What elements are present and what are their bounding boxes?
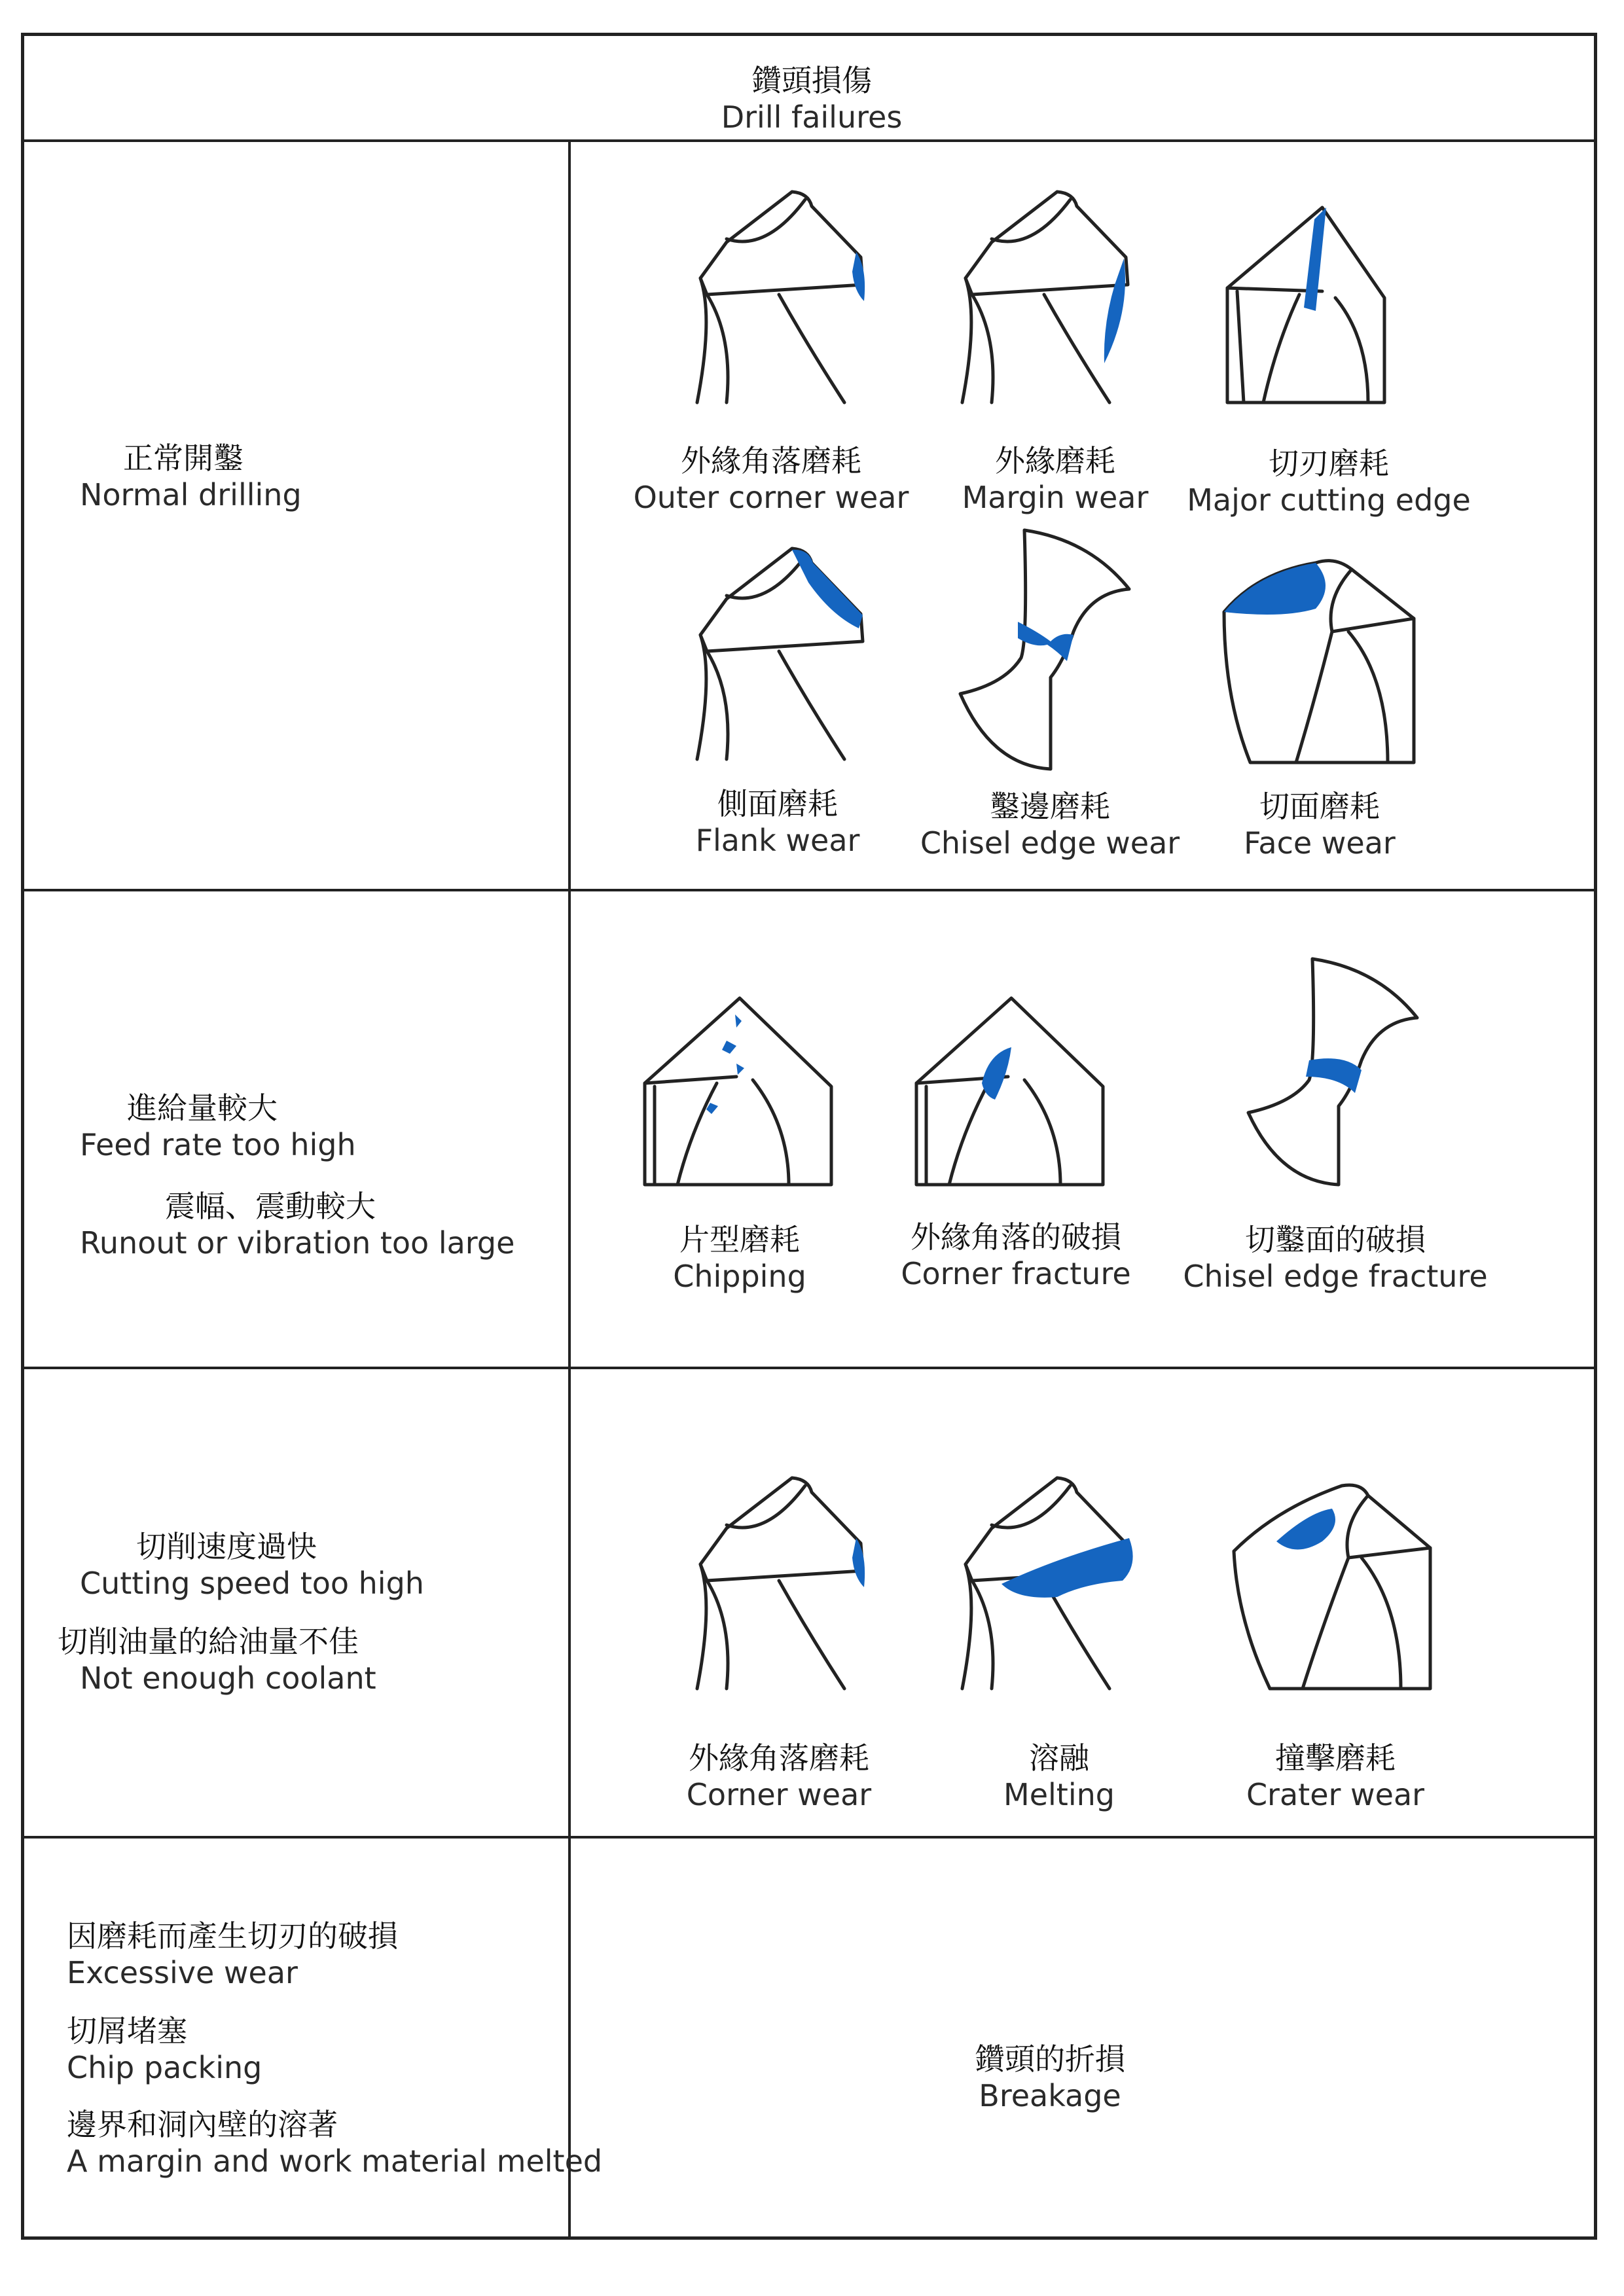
failure-en: Chisel edge fracture xyxy=(1183,1259,1488,1294)
failure-en: Outer corner wear xyxy=(633,480,909,515)
cause-zh: 正常開鑿 xyxy=(123,440,244,476)
failure-zh: 片型磨耗 xyxy=(679,1222,800,1257)
failure-major-cutting-edge xyxy=(1187,445,1471,518)
cause-en: Normal drilling xyxy=(80,477,302,512)
cause-en: Cutting speed too high xyxy=(80,1566,424,1601)
failure-en: Chisel edge wear xyxy=(920,825,1180,861)
failure-crater-wear xyxy=(1246,1740,1424,1813)
failure-zh: 切刃磨耗 xyxy=(1268,446,1389,481)
failure-margin-wear xyxy=(962,442,1149,516)
failure-en: Crater wear xyxy=(1246,1777,1425,1812)
failure-corner-wear xyxy=(687,1740,871,1813)
table-title xyxy=(721,62,903,135)
failure-flank-wear xyxy=(696,785,860,859)
cause-normal-drilling xyxy=(80,440,302,513)
failure-zh: 切鑿面的破損 xyxy=(1244,1222,1426,1257)
cause-en: Chip packing xyxy=(67,2050,262,2085)
failure-chipping xyxy=(673,1221,806,1295)
chisel-edge-wear-drill-illustration xyxy=(952,527,1149,776)
cause-coolant xyxy=(58,1623,376,1696)
cause-en: Excessive wear xyxy=(67,1955,298,1990)
failure-zh: 外緣角落磨耗 xyxy=(680,443,861,478)
cause-cutting-speed xyxy=(80,1528,424,1602)
failure-zh: 外緣磨耗 xyxy=(994,443,1115,478)
cause-en: Feed rate too high xyxy=(80,1127,356,1162)
chisel-edge-fracture-drill-illustration xyxy=(1240,956,1437,1191)
failure-chisel-edge-wear xyxy=(920,788,1180,861)
column-divider xyxy=(568,139,571,2240)
cause-feed-rate xyxy=(80,1090,356,1163)
cause-zh: 切削速度過快 xyxy=(136,1529,317,1564)
header-divider xyxy=(21,139,1597,142)
crater-wear-drill-illustration xyxy=(1224,1476,1440,1695)
cause-margin-melted xyxy=(67,2106,602,2179)
cause-chip-packing xyxy=(67,2013,262,2086)
corner-fracture-drill-illustration xyxy=(910,988,1113,1191)
failure-zh: 鑿邊磨耗 xyxy=(990,789,1110,824)
cause-zh: 邊界和洞內壁的溶著 xyxy=(67,2107,338,2142)
cause-zh: 進給量較大 xyxy=(127,1090,278,1126)
cause-en: Runout or vibration too large xyxy=(80,1225,515,1261)
failure-zh: 撞擊磨耗 xyxy=(1275,1740,1396,1776)
failure-face-wear xyxy=(1244,788,1396,861)
failure-en: Face wear xyxy=(1244,825,1396,861)
title-en: Drill failures xyxy=(721,99,903,135)
outer-corner-wear-drill-illustration xyxy=(687,187,884,409)
margin-wear-drill-illustration xyxy=(952,187,1149,409)
failure-en: Corner fracture xyxy=(901,1256,1131,1291)
flank-wear-drill-illustration xyxy=(687,543,884,766)
face-wear-drill-illustration xyxy=(1218,547,1427,769)
cause-zh: 切削油量的給油量不佳 xyxy=(58,1624,359,1659)
failure-outer-corner-wear xyxy=(634,442,909,516)
failure-melting xyxy=(1003,1740,1115,1813)
row-divider-1 xyxy=(21,889,1597,891)
melting-drill-illustration xyxy=(952,1473,1149,1695)
cause-zh: 因磨耗而產生切刃的破損 xyxy=(67,1918,398,1954)
failure-zh: 溶融 xyxy=(1028,1740,1089,1776)
failure-en: Corner wear xyxy=(686,1777,872,1812)
major-cutting-edge-drill-illustration xyxy=(1218,200,1414,409)
chipping-drill-illustration xyxy=(638,988,841,1191)
failure-en: Flank wear xyxy=(695,823,860,858)
cause-zh: 切屑堵塞 xyxy=(67,2013,187,2049)
row-divider-3 xyxy=(21,1836,1597,1839)
failure-zh: 側面磨耗 xyxy=(717,786,838,821)
row-divider-2 xyxy=(21,1367,1597,1369)
failure-chisel-edge-fracture xyxy=(1183,1221,1487,1295)
cause-excessive-wear xyxy=(67,1918,398,1991)
cause-runout-vibration xyxy=(80,1188,514,1261)
title-zh: 鑽頭損傷 xyxy=(751,63,872,98)
failure-zh: 外緣角落的破損 xyxy=(911,1219,1121,1255)
failure-zh: 鑽頭的折損 xyxy=(975,2041,1125,2077)
cause-zh: 震幅、震動較大 xyxy=(165,1189,376,1224)
cause-en: A margin and work material melted xyxy=(67,2144,603,2179)
cause-en: Not enough coolant xyxy=(80,1660,376,1696)
failure-en: Chipping xyxy=(673,1259,806,1294)
failure-en: Melting xyxy=(1003,1777,1115,1812)
failure-breakage xyxy=(975,2041,1125,2114)
failure-en: Major cutting edge xyxy=(1187,482,1471,518)
failure-en: Breakage xyxy=(979,2078,1121,2113)
corner-wear-drill-illustration xyxy=(687,1473,884,1695)
failure-corner-fracture xyxy=(901,1219,1130,1292)
failure-zh: 外緣角落磨耗 xyxy=(688,1740,869,1776)
failure-en: Margin wear xyxy=(962,480,1149,515)
failure-zh: 切面磨耗 xyxy=(1259,789,1380,824)
